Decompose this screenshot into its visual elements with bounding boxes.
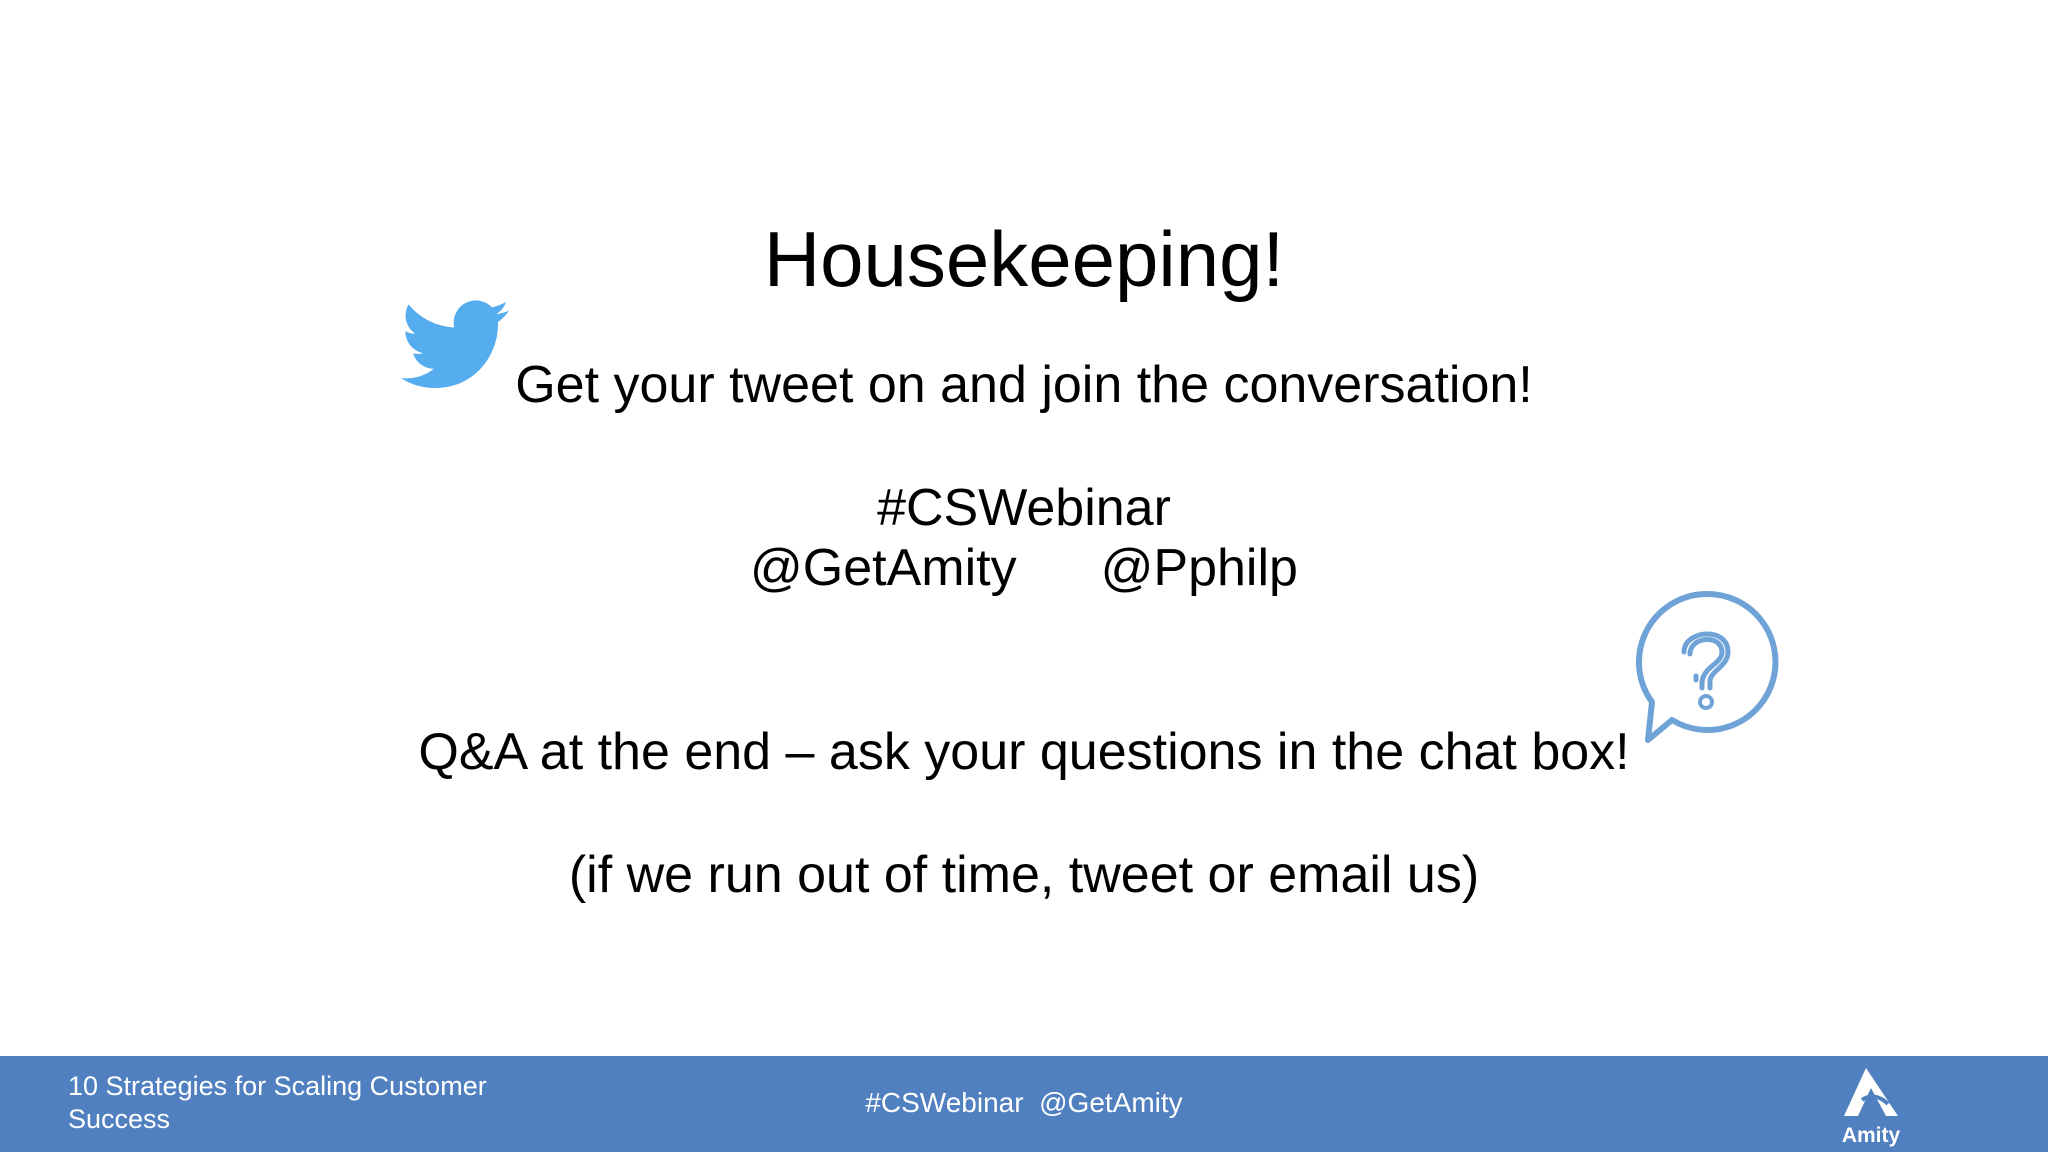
tweet-invite-text: Get your tweet on and join the conversation! [515, 356, 1533, 414]
logo-wordmark: Amity [1841, 1124, 1901, 1147]
amity-logo-icon [1836, 1064, 1906, 1124]
footer-hashtag: #CSWebinar @GetAmity [865, 1087, 1183, 1118]
time-note-text: (if we run out of time, tweet or email us) [568, 846, 1480, 904]
twitter-handles [0, 538, 2048, 598]
handle-pphilp: @Pphilp [1100, 539, 1298, 597]
qa-text: Q&A at the end – ask your questions in the chat box! [418, 723, 1630, 781]
footer-bar [0, 1056, 2048, 1152]
slide-title: Housekeeping! [763, 215, 1285, 303]
footer-presentation-title: 10 Strategies for Scaling Customer Success [68, 1071, 487, 1134]
handle-getamity: @GetAmity [750, 539, 1017, 597]
amity-logo [1836, 1064, 1906, 1148]
hashtag-text: #CSWebinar [877, 479, 1171, 537]
